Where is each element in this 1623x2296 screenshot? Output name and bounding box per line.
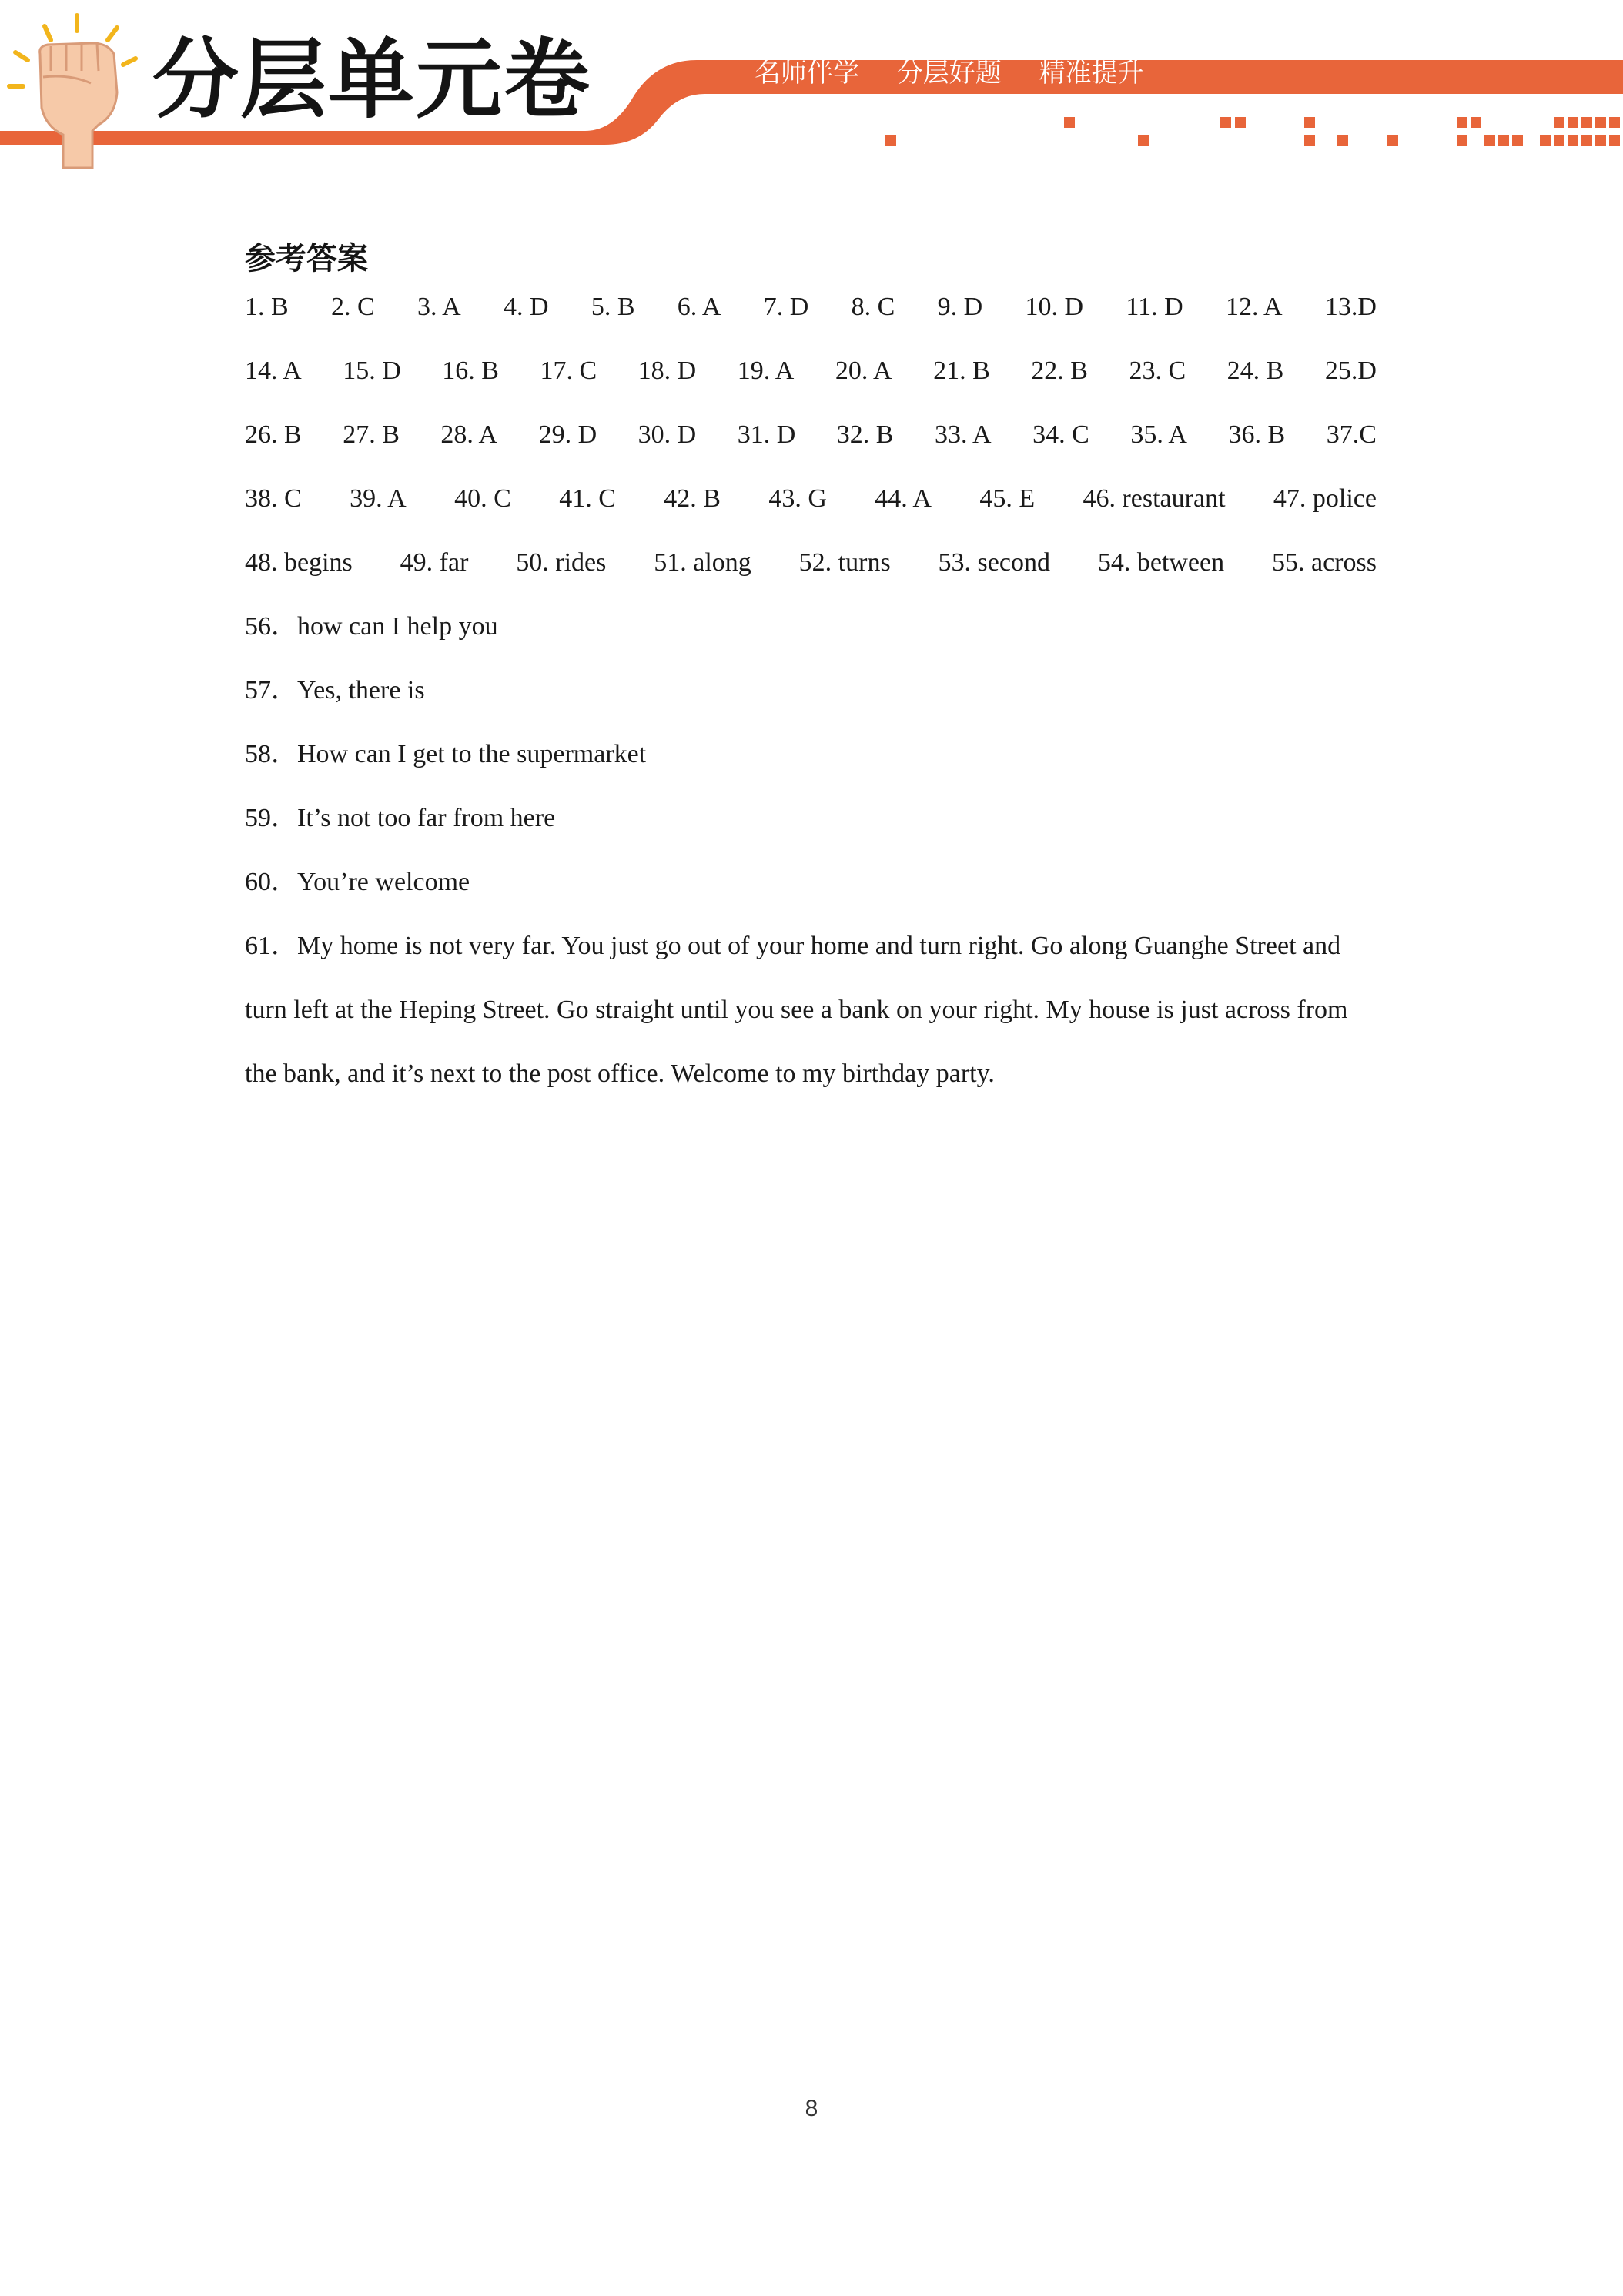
- answer-item: 12. A: [1225, 293, 1283, 321]
- answer-item: 36. B: [1228, 420, 1286, 449]
- answer-item: 15. D: [343, 356, 401, 385]
- answer-row: [245, 358, 1377, 422]
- answer-item: 26. B: [245, 420, 302, 449]
- answer-line: 56．how can I help you: [245, 612, 498, 641]
- answer-item: 18. D: [637, 356, 697, 385]
- answer-item: 4. D: [503, 293, 549, 321]
- answer-item: 49. far: [400, 548, 469, 577]
- answer-item: 31. D: [737, 420, 796, 449]
- answer-item: 9. D: [937, 293, 983, 321]
- answer-item: 33. A: [934, 420, 992, 449]
- answer-item: 3. A: [417, 293, 461, 321]
- answer-item: 39. A: [350, 484, 407, 513]
- answer-item: 37.C: [1326, 420, 1377, 449]
- answer-item: 6. A: [677, 293, 721, 321]
- answer-item: 51. along: [654, 548, 751, 577]
- answer-item: 43. G: [768, 484, 827, 513]
- answer-row: [245, 486, 1377, 550]
- answer-item: 29. D: [538, 420, 597, 449]
- page-header: [0, 0, 1623, 185]
- brand-title: 分层单元卷: [152, 30, 591, 130]
- slogan-1: 名师伴学: [755, 58, 859, 89]
- answer-item: 41. C: [559, 484, 616, 513]
- answer-item: 7. D: [763, 293, 809, 321]
- answer-item: 28. A: [440, 420, 498, 449]
- answer-item: 53. second: [938, 548, 1050, 577]
- slogan-3: 精准提升: [1039, 58, 1144, 89]
- answer-line: 57．Yes, there is: [245, 676, 425, 705]
- header-slogan: [755, 58, 1173, 89]
- pixel-decoration: [885, 117, 1620, 146]
- answer-grid: [245, 294, 1377, 614]
- answer-item: 8. C: [851, 293, 895, 321]
- answer-item: 52. turns: [798, 548, 891, 577]
- answer-item: 20. A: [835, 356, 892, 385]
- answer-item: 24. B: [1226, 356, 1284, 385]
- answer-item: 54. between: [1097, 548, 1225, 577]
- answer-item: 19. A: [737, 356, 795, 385]
- answer-item: 55. across: [1272, 548, 1377, 577]
- answer-item: 14. A: [245, 356, 302, 385]
- answer-row: [245, 294, 1377, 358]
- slogan-2: 分层好题: [896, 58, 1002, 89]
- answer-item: 2. C: [330, 293, 375, 321]
- answer-item: 45. E: [979, 484, 1036, 513]
- answer-line: 58．How can I get to the supermarket: [245, 740, 647, 768]
- answer-item: 10. D: [1025, 293, 1084, 321]
- page-number: 8: [805, 2096, 818, 2121]
- answer-item: 38. C: [245, 484, 302, 513]
- answer-item: 22. B: [1031, 356, 1088, 385]
- answer-item: 30. D: [637, 420, 697, 449]
- answer-item: 23. C: [1129, 356, 1186, 385]
- answer-item: 21. B: [933, 356, 990, 385]
- answer-item: 11. D: [1126, 293, 1183, 321]
- answer-key-section: [245, 231, 1377, 1106]
- answer-item: 5. B: [591, 293, 635, 321]
- answer-row: [245, 422, 1377, 486]
- answer-item: 27. B: [343, 420, 400, 449]
- answer-item: 25.D: [1324, 356, 1377, 385]
- answer-item: 32. B: [836, 420, 894, 449]
- fist-icon: [9, 15, 136, 168]
- answer-item: 44. A: [875, 484, 932, 513]
- answer-item: 47. police: [1273, 484, 1377, 513]
- answer-item: 34. C: [1032, 420, 1089, 449]
- answer-item: 17. C: [540, 356, 597, 385]
- answer-item: 16. B: [442, 356, 499, 385]
- answer-item: 46. restaurant: [1083, 484, 1226, 513]
- answer-item: 42. B: [664, 484, 721, 513]
- answer-line: 60．You’re welcome: [245, 868, 470, 896]
- answer-item: 13.D: [1324, 293, 1377, 321]
- answer-item: 35. A: [1130, 420, 1187, 449]
- answer-item: 1. B: [245, 293, 289, 321]
- answer-item: 50. rides: [516, 548, 607, 577]
- answer-item: 40. C: [454, 484, 511, 513]
- answer-item: 48. begins: [245, 548, 353, 577]
- answer-line: 59．It’s not too far from here: [245, 804, 556, 832]
- writing-answer: 61．My home is not very far. You just go out of your home and turn right. Go along Guanghe Street and turn left at the Heping Street. Go straight until you see a bank on your right. My house is just across from the bank, and it’s next to the post office. Welcome to my birthday party.: [245, 932, 1348, 1088]
- answer-row: [245, 550, 1377, 614]
- answer-lines: [245, 614, 1377, 933]
- section-title: 参考答案: [245, 241, 368, 276]
